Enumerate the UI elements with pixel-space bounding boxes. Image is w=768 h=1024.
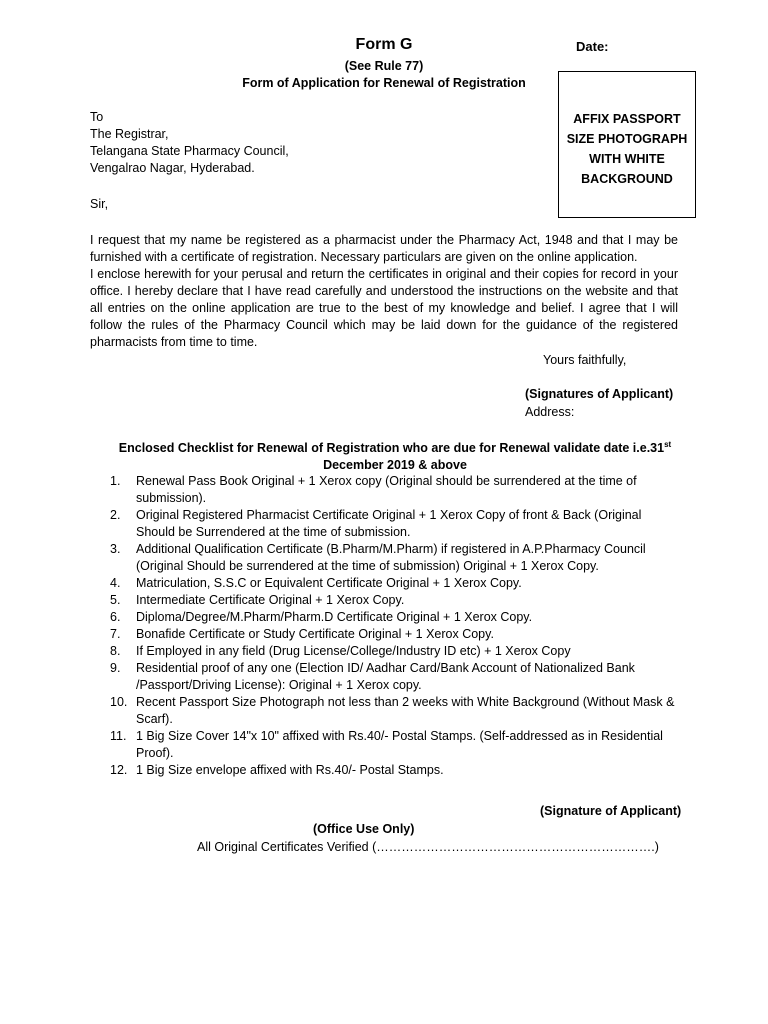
list-item-number: 3.: [110, 542, 121, 556]
list-item-text: Bonafide Certificate or Study Certificate Original + 1 Xerox Copy.: [136, 627, 494, 641]
list-item-text: Recent Passport Size Photograph not less than 2 weeks with White Background (Without Mask & Scarf).: [136, 695, 675, 726]
list-item-text: Intermediate Certificate Original + 1 Xerox Copy.: [136, 593, 405, 607]
office-use-heading: (Office Use Only): [313, 822, 415, 836]
checklist-heading-date: December 2019 & above: [323, 458, 467, 472]
list-item-number: 12.: [110, 763, 128, 777]
address-line: Telangana State Pharmacy Council,: [90, 144, 289, 158]
photo-line: BACKGROUND: [581, 172, 673, 186]
rule-reference: (See Rule 77): [344, 59, 424, 73]
list-item-text: Diploma/Degree/M.Pharm/Pharm.D Certificate Original + 1 Xerox Copy.: [136, 610, 533, 624]
list-item-number: 2.: [110, 508, 121, 522]
photo-line: WITH WHITE: [589, 152, 665, 166]
form-title: Form G: [355, 36, 413, 53]
list-item-number: 1.: [110, 474, 121, 488]
list-item-text: Original Registered Pharmacist Certificate Original + 1 Xerox Copy of front & Back (Original Should be Surrendered at the time of submission.: [136, 508, 642, 539]
photo-placeholder-box: [558, 71, 696, 218]
address-line: Vengalrao Nagar, Hyderabad.: [90, 161, 255, 175]
checklist-heading-text: Enclosed Checklist for Renewal of Registration who are due for Renewal validate date i.e.31: [118, 441, 665, 455]
salutation: Sir,: [90, 197, 109, 211]
list-item: [110, 626, 680, 643]
address-line: The Registrar,: [90, 127, 169, 141]
footer-signature-label: (Signature of Applicant): [540, 804, 682, 818]
list-item-number: 7.: [110, 627, 121, 641]
list-item: [110, 660, 680, 694]
list-item: [110, 762, 680, 779]
photo-instructions: [559, 109, 695, 189]
list-item: [110, 728, 680, 762]
list-item-text: 1 Big Size Cover 14"x 10" affixed with Rs.40/- Postal Stamps. (Self-addressed as in Residential Proof).: [136, 729, 663, 760]
list-item-number: 4.: [110, 576, 121, 590]
photo-line: SIZE PHOTOGRAPH: [566, 132, 688, 146]
letter-body: [90, 232, 678, 351]
list-item: [110, 473, 680, 507]
list-item: [110, 507, 680, 541]
date-label: Date:: [576, 39, 609, 54]
list-item-text: Matriculation, S.S.C or Equivalent Certificate Original + 1 Xerox Copy.: [136, 576, 522, 590]
certificates-verified-line: All Original Certificates Verified (………………………………………………………….): [197, 840, 659, 854]
checklist-heading: [110, 440, 680, 474]
applicant-address-label: Address:: [525, 405, 575, 419]
list-item: [110, 609, 680, 626]
list-item-number: 5.: [110, 593, 121, 607]
list-item-text: 1 Big Size envelope affixed with Rs.40/- Postal Stamps.: [136, 763, 444, 777]
list-item-text: Renewal Pass Book Original + 1 Xerox copy (Original should be surrendered at the time of submission).: [136, 474, 637, 505]
list-item-number: 6.: [110, 610, 121, 624]
list-item: [110, 575, 680, 592]
list-item-text: Residential proof of any one (Election ID/ Aadhar Card/Bank Account of Nationalized Bank /Passport/Driving License): Original + 1 Xerox copy.: [136, 661, 635, 692]
letter-paragraph: I enclose herewith for your perusal and return the certificates in original and their copies for record in your office. I hereby declare that I have read carefully and understood the instructions on the website and that all entries on the online application are true to the best of my knowledge and belief. I agree that I will follow the rules of the Pharmacy Council which may be laid down for the guidance of the registered pharmacists from time to time.: [90, 267, 678, 349]
list-item: [110, 592, 680, 609]
list-item-text: If Employed in any field (Drug License/College/Industry ID etc) + 1 Xerox Copy: [136, 644, 571, 658]
form-subtitle: Form of Application for Renewal of Registration: [242, 76, 526, 90]
address-line: To: [90, 110, 104, 124]
list-item: [110, 643, 680, 660]
list-item-number: 9.: [110, 661, 121, 675]
list-item: [110, 694, 680, 728]
recipient-address: [90, 109, 289, 177]
list-item-number: 10.: [110, 695, 128, 709]
list-item: [110, 541, 680, 575]
closing-yours-faithfully: Yours faithfully,: [543, 353, 627, 367]
letter-paragraph: I request that my name be registered as a pharmacist under the Pharmacy Act, 1948 and that I may be furnished with a certificate of registration. Necessary particulars are given on the online application.: [90, 233, 678, 264]
checklist-heading-superscript: st: [664, 440, 672, 449]
list-item-number: 11.: [110, 729, 127, 743]
applicant-signature-label: (Signatures of Applicant): [525, 387, 674, 401]
photo-line: AFFIX PASSPORT: [573, 112, 681, 126]
checklist: [110, 473, 680, 779]
list-item-number: 8.: [110, 644, 121, 658]
list-item-text: Additional Qualification Certificate (B.Pharm/M.Pharm) if registered in A.P.Pharmacy Council (Original Should be surrendered at the time of submission) Original + 1 Xerox Copy.: [136, 542, 646, 573]
